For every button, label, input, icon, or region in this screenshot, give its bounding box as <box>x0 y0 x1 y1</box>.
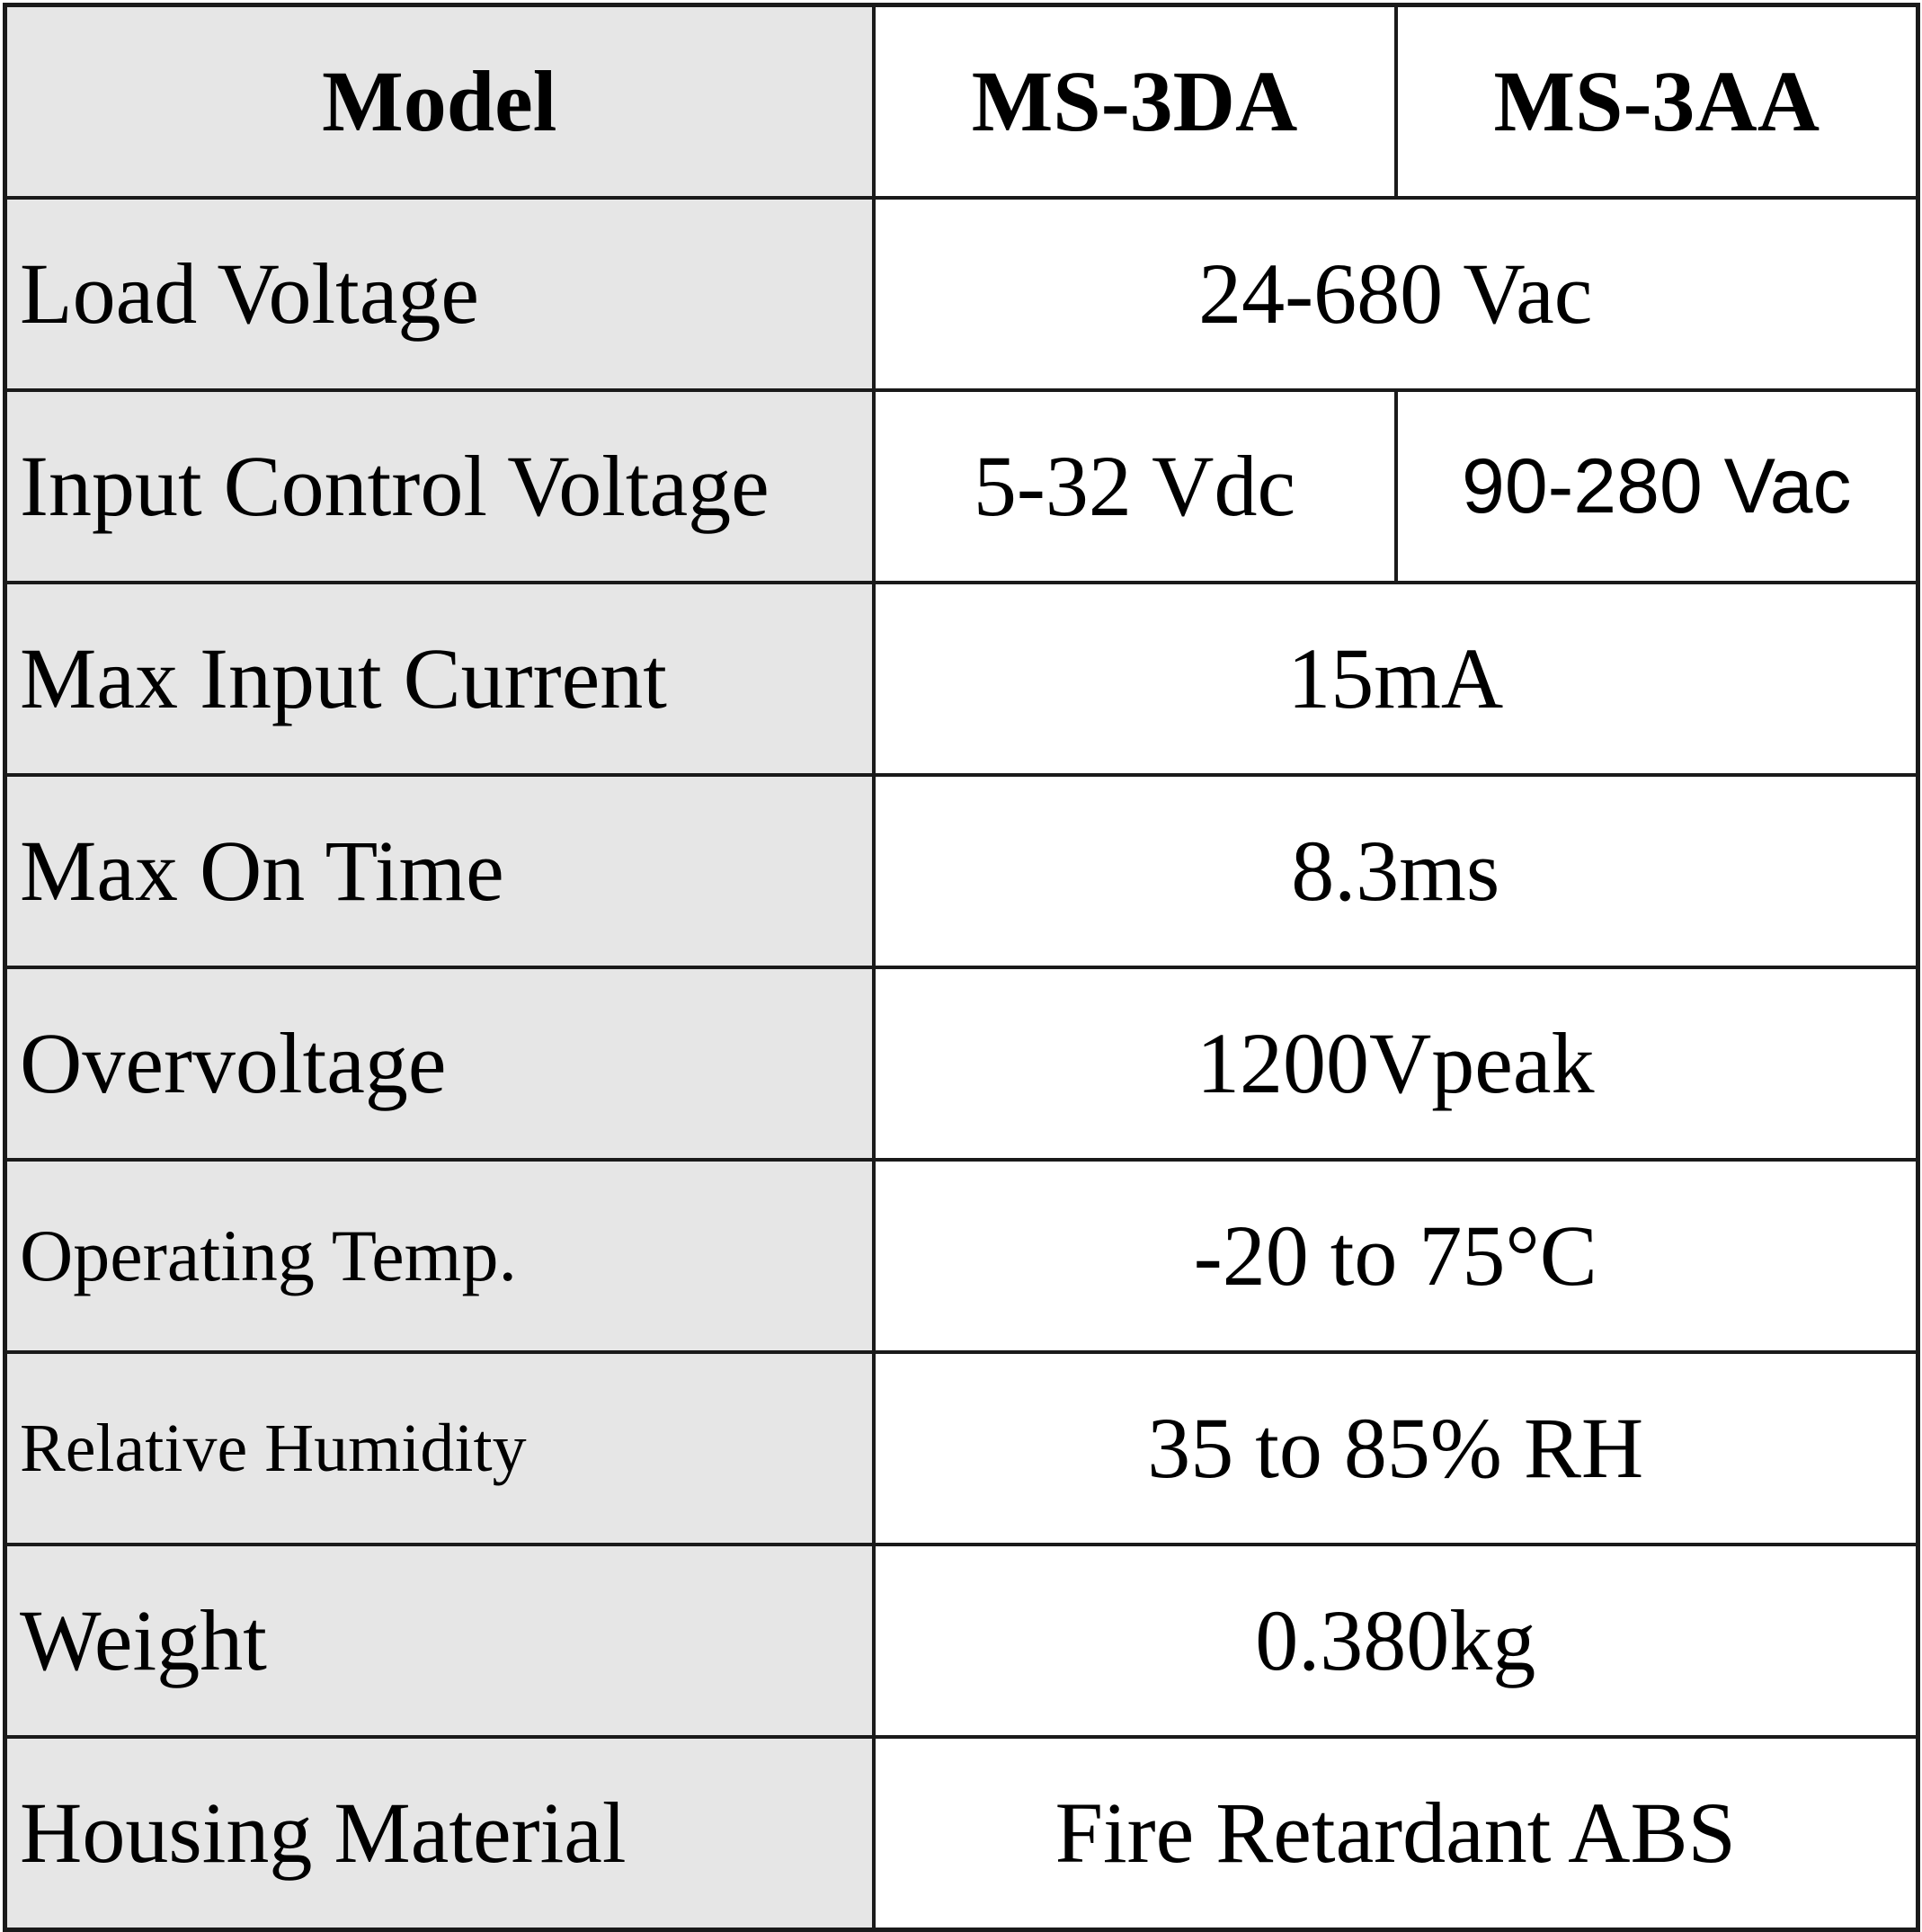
spec-table <box>3 3 1920 1932</box>
row-value-input-control-voltage-ac: 90-280 Vac <box>1396 390 1918 583</box>
row-value-weight: 0.380kg <box>874 1545 1918 1737</box>
header-row <box>5 5 1918 199</box>
table-row <box>5 1352 1918 1545</box>
model-header-label: Model <box>5 5 874 199</box>
row-value-load-voltage: 24-680 Vac <box>874 198 1918 390</box>
row-label-housing-material: Housing Material <box>5 1737 874 1930</box>
table-row <box>5 583 1918 775</box>
row-label-max-on-time: Max On Time <box>5 775 874 967</box>
row-label-overvoltage: Overvoltage <box>5 967 874 1160</box>
table-row <box>5 390 1918 583</box>
row-value-input-control-voltage-dc: 5-32 Vdc <box>874 390 1396 583</box>
row-value-relative-humidity: 35 to 85% RH <box>874 1352 1918 1545</box>
table-row <box>5 775 1918 967</box>
table-row <box>5 1737 1918 1930</box>
row-label-relative-humidity: Relative Humidity <box>5 1352 874 1545</box>
row-label-max-input-current: Max Input Current <box>5 583 874 775</box>
model-ms-3da-header: MS-3DA <box>874 5 1396 199</box>
row-label-input-control-voltage: Input Control Voltage <box>5 390 874 583</box>
row-value-overvoltage: 1200Vpeak <box>874 967 1918 1160</box>
row-value-operating-temp: -20 to 75°C <box>874 1160 1918 1352</box>
table-row <box>5 1545 1918 1737</box>
table-row <box>5 198 1918 390</box>
row-label-weight: Weight <box>5 1545 874 1737</box>
row-value-housing-material: Fire Retardant ABS <box>874 1737 1918 1930</box>
table-row <box>5 967 1918 1160</box>
row-label-operating-temp: Operating Temp. <box>5 1160 874 1352</box>
row-label-load-voltage: Load Voltage <box>5 198 874 390</box>
model-ms-3aa-header: MS-3AA <box>1396 5 1918 199</box>
table-row <box>5 1160 1918 1352</box>
row-value-max-input-current: 15mA <box>874 583 1918 775</box>
row-value-max-on-time: 8.3ms <box>874 775 1918 967</box>
